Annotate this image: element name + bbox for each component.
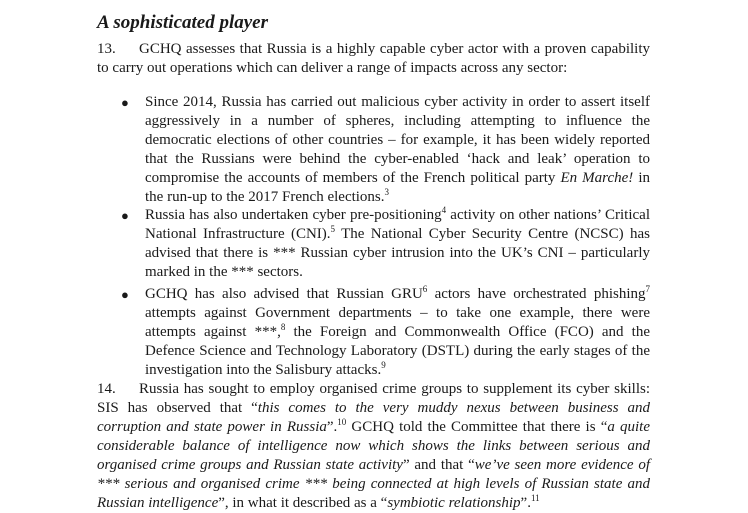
section-heading: A sophisticated player (97, 12, 268, 33)
bullet-text: activity on other nations’ Critical National Infrastructure (CNI). (145, 207, 650, 242)
bullet-text: actors have orchestrated phishing (427, 286, 646, 302)
footnote-ref: 7 (645, 284, 650, 294)
quote-text: this comes to the very muddy nexus between business and corruption and state power in Russia (97, 400, 650, 435)
party-name: En Marche! (560, 170, 634, 186)
footnote-ref: 9 (381, 360, 386, 370)
bullet-item (121, 205, 650, 282)
bullet-text: the Foreign and Commonwealth Office (FCO) and the Defence Science and Technology Laboratory (DSTL) during the early stages of the investigation into the Salisbury attacks. (145, 324, 651, 378)
paragraph-14 (97, 380, 650, 513)
paragraph-text: GCHQ assesses that Russia is a highly capable cyber actor with a proven capability to carry out operations which can deliver a range of impacts across any sector: (97, 41, 650, 76)
footnote-ref: 6 (422, 284, 428, 294)
paragraph-text: GCHQ told the Committee that there is “ (346, 419, 608, 435)
bullet-icon: ● (121, 208, 129, 223)
bullet-text: Since 2014, Russia has carried out malicious cyber activity in order to assert itself aggressively in a number of spheres, including attempting to influence the democratic elections of other countries – for example, it has been widely reported that the Russians were behind the cyber-enabled ‘hack and leak’ operation to compromise the accounts of members of the French political party (145, 94, 650, 186)
footnote-ref: 8 (280, 322, 286, 332)
bullet-icon: ● (121, 95, 129, 110)
bullet-text: Russia has also undertaken cyber pre-positioning (145, 207, 442, 223)
quote-text: we’ve seen more evidence of *** serious and organised crime *** being connected at high levels of Russian state and Russian intelligence (97, 457, 650, 511)
bullet-icon: ● (121, 287, 129, 302)
paragraph-text: ”, in what it described as a “ (218, 495, 388, 511)
bullet-item (121, 284, 651, 380)
quote-text: symbiotic relationship (387, 495, 521, 511)
paragraph-text: ” and that “ (402, 457, 475, 473)
footnote-ref: 11 (530, 493, 540, 503)
footnote-ref: 3 (384, 187, 390, 197)
footnote-ref: 4 (441, 205, 447, 215)
paragraph-13 (97, 40, 650, 78)
bullet-text: attempts against Government departments – to take one example, there were attempts against ***, (145, 305, 650, 340)
quote-text: a quite considerable balance of intelligence now which shows the links between serious and organised crime groups and Russian state activity (97, 419, 650, 473)
paragraph-number: 13. (97, 41, 116, 57)
paragraph-number: 14. (97, 381, 116, 397)
paragraph-text: ”. (326, 419, 338, 435)
footnote-ref: 5 (330, 224, 336, 234)
footnote-ref: 10 (337, 417, 347, 427)
bullet-text: in the run-up to the 2017 French elections. (145, 170, 650, 205)
bullet-text: GCHQ has also advised that Russian GRU (145, 286, 423, 302)
bullet-item (121, 93, 650, 207)
paragraph-text: ”. (520, 495, 531, 511)
paragraph-text: Russia has sought to employ organised crime groups to supplement its cyber skills: SIS has observed that “ (97, 381, 650, 416)
bullet-text: The National Cyber Security Centre (NCSC) has advised that there is *** Russian cyber intrusion into the UK’s CNI – particularly marked in the *** sectors. (145, 226, 650, 280)
